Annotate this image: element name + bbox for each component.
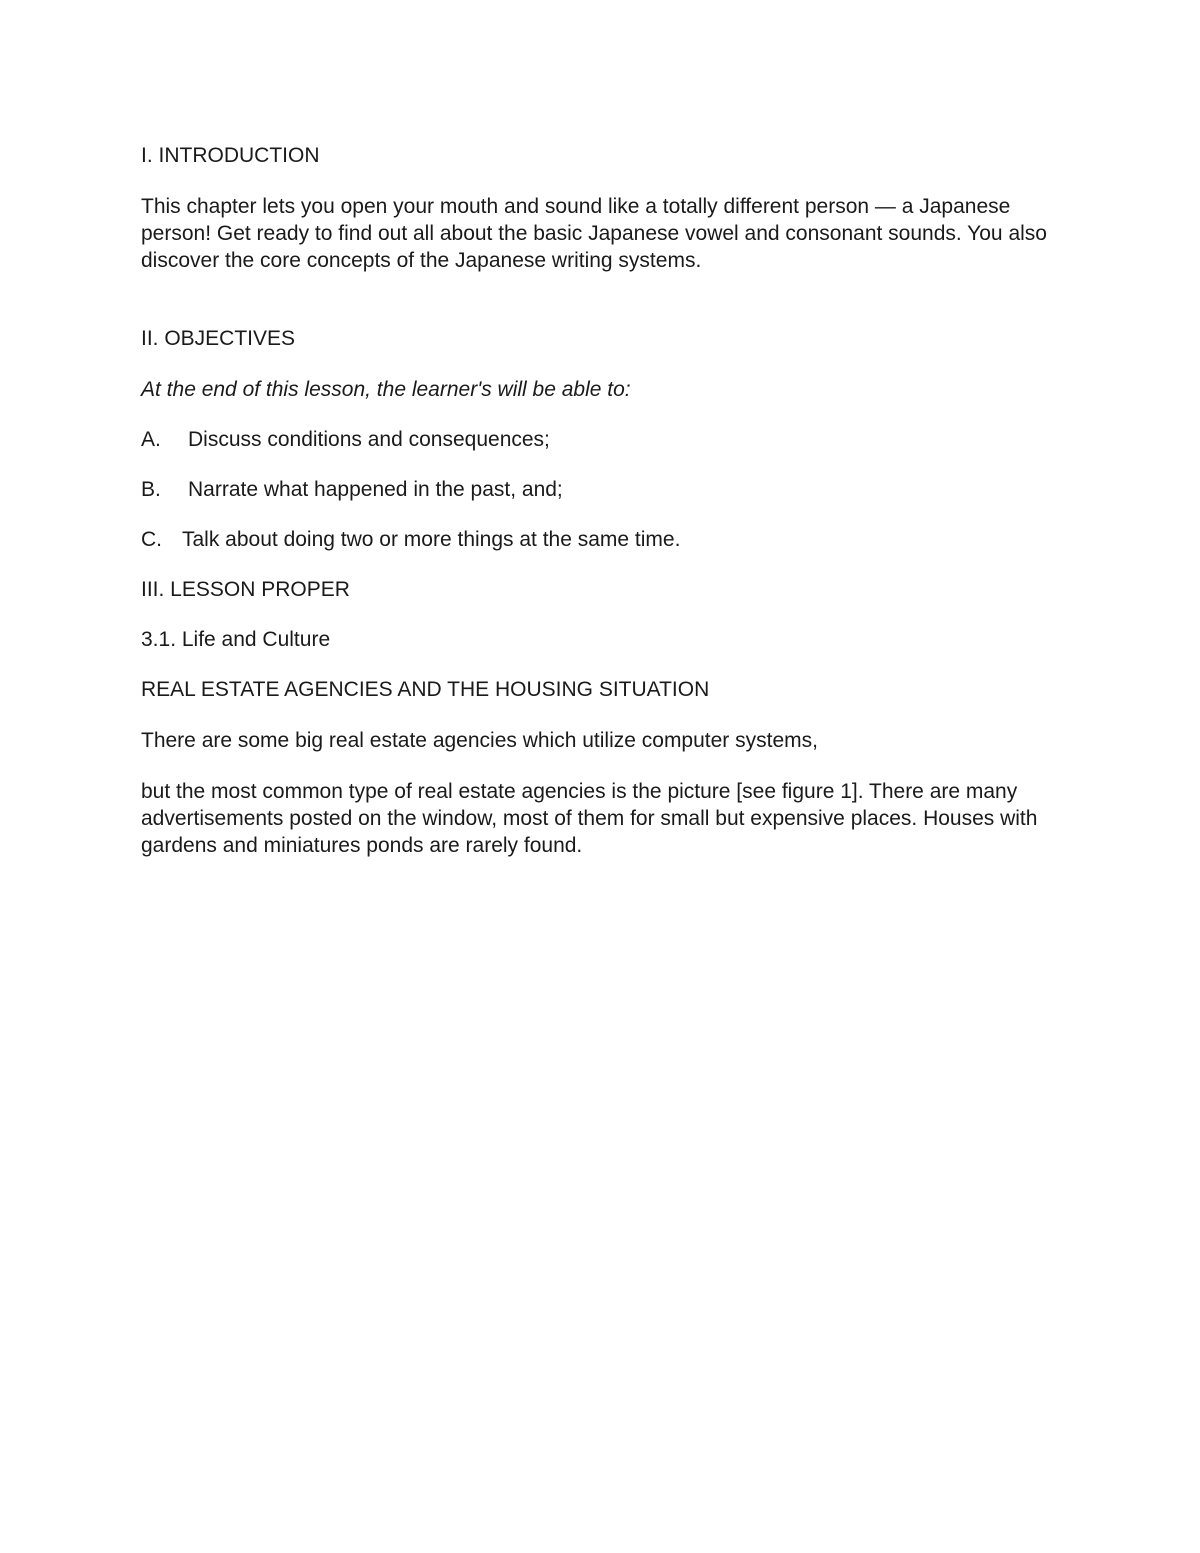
- objective-item-c: [141, 526, 1051, 553]
- objective-letter: B.: [141, 478, 161, 501]
- objective-letter: C.: [141, 528, 162, 551]
- lesson-proper-heading: III. LESSON PROPER: [141, 578, 350, 601]
- objectives-lead: At the end of this lesson, the learner's will be able to:: [141, 378, 631, 401]
- objective-text: Narrate what happened in the past, and;: [188, 478, 563, 501]
- objective-text: Talk about doing two or more things at the same time.: [182, 528, 681, 551]
- life-and-culture-subheading: 3.1. Life and Culture: [141, 628, 331, 651]
- introduction-heading: I. INTRODUCTION: [141, 144, 320, 167]
- objective-item-a: [141, 426, 1051, 453]
- objective-text: Discuss conditions and consequences;: [188, 428, 550, 451]
- objective-letter: A.: [141, 428, 161, 451]
- lesson-paragraph-2: but the most common type of real estate agencies is the picture [see figure 1]. There are many advertisements posted on the window, most of them for small but expensive places. Houses with gardens and miniatures ponds are rarely found.: [141, 780, 1038, 857]
- document-body: [141, 142, 1051, 859]
- objective-item-b: [141, 476, 1051, 503]
- objectives-heading: II. OBJECTIVES: [141, 327, 296, 350]
- lesson-paragraph-1: There are some big real estate agencies which utilize computer systems,: [141, 729, 818, 752]
- topic-heading: REAL ESTATE AGENCIES AND THE HOUSING SITUATION: [141, 678, 710, 701]
- introduction-paragraph: This chapter lets you open your mouth and sound like a totally different person — a Japanese person! Get ready to find out all about the basic Japanese vowel and consonant sounds. You also discover the core concepts of the Japanese writing systems.: [141, 195, 1047, 272]
